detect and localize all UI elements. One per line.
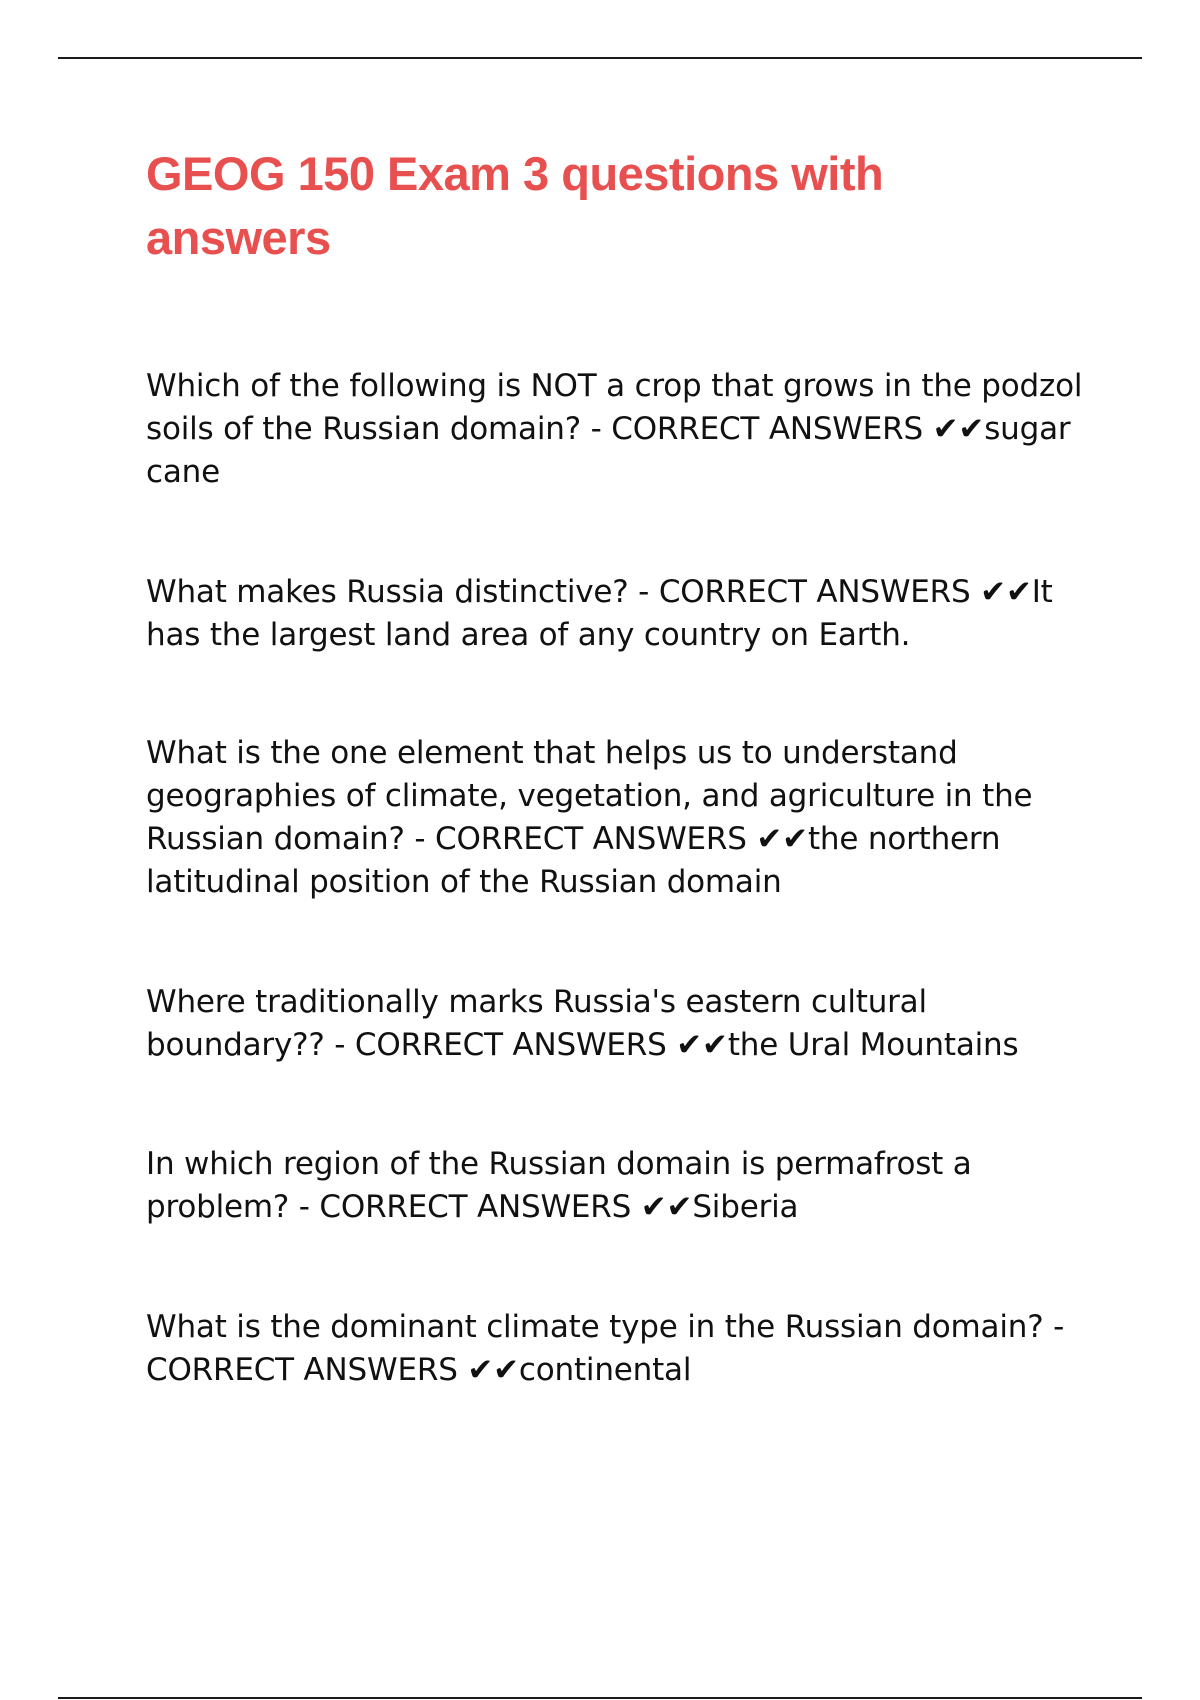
question-text: What is the one element that helps us to understand geographies of climate, vegetation, and agriculture in the Russian domain? (146, 735, 1033, 857)
answer-text: It has the largest land area of any country on Earth. (146, 574, 1053, 653)
qa-list (146, 365, 1106, 1392)
document-title: GEOG 150 Exam 3 questions with answers (146, 147, 884, 264)
qa-item (146, 1143, 1096, 1229)
question-text: In which region of the Russian domain is permafrost a problem? (146, 1146, 972, 1225)
check-marks-icon: ✔✔ (932, 411, 985, 447)
question-text: What is the dominant climate type in the Russian domain? (146, 1309, 1044, 1345)
question-text: Which of the following is NOT a crop that grows in the podzol soils of the Russian domain? (146, 368, 1083, 447)
question-text: Where traditionally marks Russia's eastern cultural boundary?? (146, 984, 927, 1063)
answer-text: sugar cane (146, 411, 1071, 490)
check-marks-icon: ✔✔ (676, 1027, 728, 1063)
answer-separator: - CORRECT ANSWERS (146, 1309, 1065, 1388)
qa-item (146, 732, 1096, 904)
header-rule (58, 57, 1142, 59)
qa-item (146, 1306, 1096, 1392)
answer-separator: - CORRECT ANSWERS (580, 411, 933, 447)
answer-text: Siberia (692, 1189, 799, 1225)
document-page (146, 142, 1106, 1469)
answer-text: the Ural Mountains (727, 1027, 1019, 1063)
check-marks-icon: ✔✔ (980, 574, 1032, 610)
answer-separator: - CORRECT ANSWERS (404, 821, 757, 857)
answer-separator: - CORRECT ANSWERS (324, 1027, 677, 1063)
answer-text: continental (518, 1352, 692, 1388)
answer-text: the northern latitudinal position of the Russian domain (146, 821, 1001, 900)
answer-separator: - CORRECT ANSWERS (628, 574, 981, 610)
qa-item (146, 571, 1096, 657)
answer-separator: - CORRECT ANSWERS (289, 1189, 641, 1225)
check-marks-icon: ✔✔ (467, 1352, 519, 1388)
question-text: What makes Russia distinctive? (146, 574, 629, 610)
check-marks-icon: ✔✔ (640, 1189, 693, 1225)
qa-item (146, 365, 1096, 494)
check-marks-icon: ✔✔ (756, 821, 808, 857)
footer-rule (58, 1697, 1142, 1699)
qa-item (146, 981, 1096, 1067)
